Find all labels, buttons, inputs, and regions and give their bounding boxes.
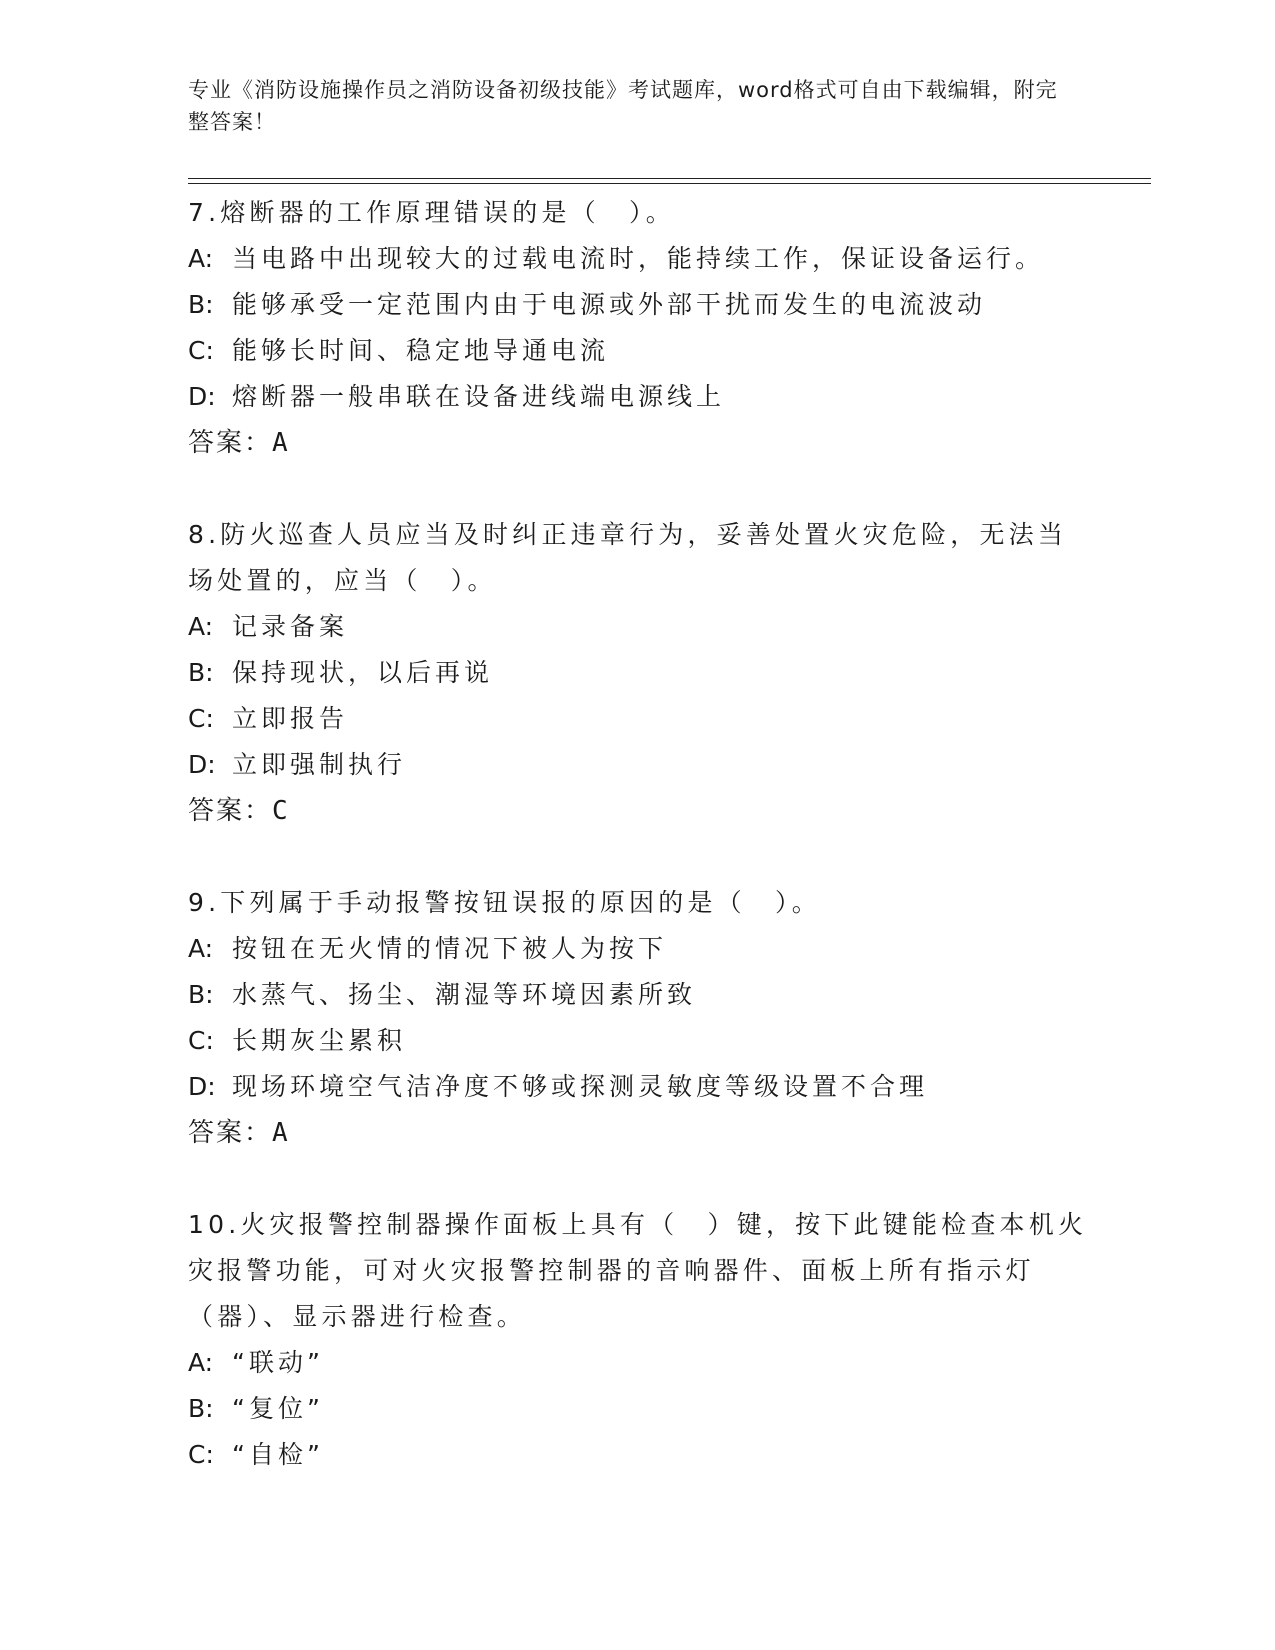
option-c — [188, 1018, 1088, 1064]
option-key: A: — [188, 244, 214, 273]
option-text: 当电路中出现较大的过载电流时，能持续工作，保证设备运行。 — [232, 244, 1045, 273]
document-header: 专业《消防设施操作员之消防设备初级技能》考试题库，word格式可自由下载编辑，附完整答案！ — [188, 78, 1058, 134]
option-key: D: — [188, 1072, 216, 1101]
option-a — [188, 604, 1088, 650]
option-text: “复位” — [232, 1394, 324, 1423]
header-rule-bottom — [188, 183, 1151, 184]
option-text: 现场环境空气洁净度不够或探测灵敏度等级设置不合理 — [232, 1072, 929, 1101]
option-text: 能够承受一定范围内由于电源或外部干扰而发生的电流波动 — [232, 290, 987, 319]
option-text: “自检” — [232, 1440, 324, 1469]
option-key: B: — [188, 658, 214, 687]
question-stem: 10.火灾报警控制器操作面板上具有（ ）键，按下此键能检查本机火灾报警功能，可对火灾报警控制器的音响器件、面板上所有指示灯（器）、显示器进行检查。 — [188, 1210, 1088, 1331]
option-a — [188, 926, 1088, 972]
option-text: 按钮在无火情的情况下被人为按下 — [232, 934, 668, 963]
option-c — [188, 328, 1088, 374]
question-10 — [188, 1202, 1088, 1478]
header-rule-top — [188, 178, 1151, 179]
option-a — [188, 236, 1088, 282]
option-b — [188, 282, 1088, 328]
answer-label: 答案： — [188, 796, 273, 826]
option-key: D: — [188, 382, 216, 411]
option-text: 立即报告 — [232, 704, 349, 733]
answer-value: A — [272, 428, 290, 458]
answer-label: 答案： — [188, 428, 273, 458]
option-text: “联动” — [232, 1348, 324, 1377]
option-d — [188, 742, 1088, 788]
option-key: C: — [188, 704, 214, 733]
option-text: 长期灰尘累积 — [232, 1026, 407, 1055]
option-key: C: — [188, 1026, 214, 1055]
question-9 — [188, 880, 1088, 1156]
option-a — [188, 1340, 1088, 1386]
question-stem: 9.下列属于手动报警按钮误报的原因的是（ ）。 — [188, 888, 821, 917]
option-text: 熔断器一般串联在设备进线端电源线上 — [232, 382, 726, 411]
option-text: 立即强制执行 — [232, 750, 407, 779]
option-c — [188, 1432, 1088, 1478]
option-b — [188, 972, 1088, 1018]
answer-line — [188, 1110, 1088, 1156]
option-key: A: — [188, 1348, 214, 1377]
answer-value: C — [272, 796, 290, 826]
option-key: A: — [188, 612, 214, 641]
option-key: B: — [188, 290, 214, 319]
question-stem: 8.防火巡查人员应当及时纠正违章行为，妥善处置火灾危险，无法当场处置的，应当（ ）。 — [188, 520, 1068, 595]
question-list — [188, 190, 1088, 1524]
option-key: B: — [188, 1394, 214, 1423]
answer-label: 答案： — [188, 1118, 273, 1148]
option-b — [188, 1386, 1088, 1432]
option-text: 水蒸气、扬尘、潮湿等环境因素所致 — [232, 980, 697, 1009]
option-text: 记录备案 — [232, 612, 349, 641]
question-7 — [188, 190, 1088, 466]
option-key: C: — [188, 1440, 214, 1469]
answer-line — [188, 788, 1088, 834]
option-key: A: — [188, 934, 214, 963]
option-c — [188, 696, 1088, 742]
option-text: 保持现状，以后再说 — [232, 658, 494, 687]
option-d — [188, 1064, 1088, 1110]
option-key: C: — [188, 336, 214, 365]
option-b — [188, 650, 1088, 696]
answer-value: A — [272, 1118, 290, 1148]
option-text: 能够长时间、稳定地导通电流 — [232, 336, 610, 365]
option-key: D: — [188, 750, 216, 779]
question-8 — [188, 512, 1088, 834]
option-d — [188, 374, 1088, 420]
answer-line — [188, 420, 1088, 466]
question-stem: 7.熔断器的工作原理错误的是（ ）。 — [188, 198, 675, 227]
option-key: B: — [188, 980, 214, 1009]
